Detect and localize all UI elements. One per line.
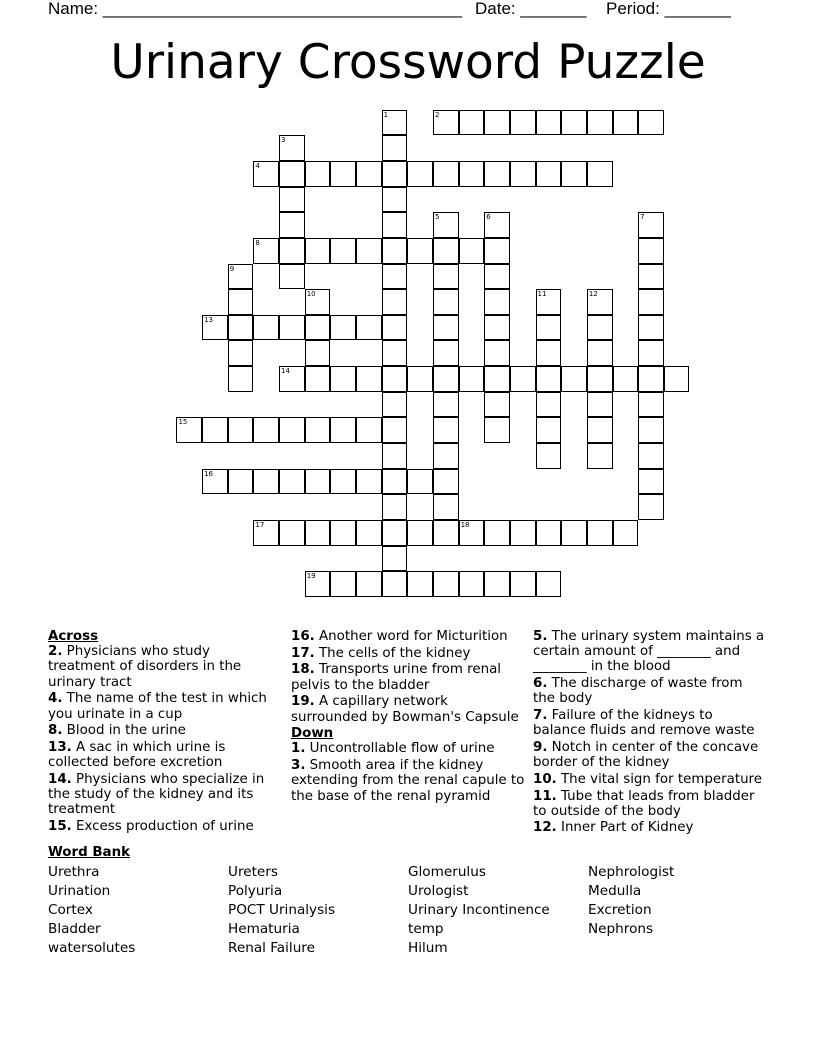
grid-cell[interactable] xyxy=(356,571,382,597)
grid-cell[interactable] xyxy=(305,315,331,341)
grid-cell[interactable] xyxy=(382,494,408,520)
clue-number: 6 xyxy=(486,213,491,222)
clue-item-number: 4. xyxy=(48,691,63,707)
clue-item-text: A sac in which urine is collected before excretion xyxy=(48,739,226,771)
clue-item xyxy=(48,740,280,770)
grid-cell[interactable] xyxy=(228,469,254,495)
clue-item-text: The cells of the kidney xyxy=(314,645,471,661)
clue-number: 15 xyxy=(178,418,188,427)
grid-cell[interactable] xyxy=(382,315,408,341)
grid-cell[interactable] xyxy=(433,571,459,597)
clue-item xyxy=(533,676,768,706)
clue-item xyxy=(48,644,280,690)
grid-cell[interactable] xyxy=(638,469,664,495)
clue-item-text: Notch in center of the concave border of the kidney xyxy=(533,739,759,771)
grid-cell[interactable] xyxy=(459,238,485,264)
clue-item-text: Physicians who study treatment of disorders in the urinary tract xyxy=(48,644,242,690)
grid-cell[interactable] xyxy=(433,417,459,443)
clue-item xyxy=(291,629,527,644)
clue-item-text: Excess production of urine xyxy=(71,818,254,834)
grid-cell[interactable] xyxy=(433,238,459,264)
word-bank-item: Hematuria xyxy=(228,921,300,937)
clue-item-number: 12. xyxy=(533,820,557,836)
grid-cell[interactable] xyxy=(279,187,305,213)
grid-cell[interactable] xyxy=(305,340,331,366)
word-bank-item: Urologist xyxy=(408,883,469,899)
word-bank-item: Nephrologist xyxy=(588,864,675,880)
clue-item-text: The name of the test in which you urinate in a cup xyxy=(48,691,267,722)
clue-number: 12 xyxy=(588,290,598,299)
grid-cell[interactable] xyxy=(613,366,639,392)
clue-number: 3 xyxy=(281,136,286,145)
grid-cell[interactable] xyxy=(305,238,331,264)
grid-cell[interactable] xyxy=(561,366,587,392)
clue-number: 11 xyxy=(537,290,547,299)
grid-cell[interactable] xyxy=(279,212,305,238)
grid-cell[interactable] xyxy=(459,520,485,546)
clue-item xyxy=(48,691,280,721)
grid-cell[interactable] xyxy=(382,392,408,418)
word-bank-item: Urethra xyxy=(48,864,100,880)
down-clue-list-continued xyxy=(533,629,768,836)
grid-cell[interactable] xyxy=(305,571,331,597)
grid-cell[interactable] xyxy=(510,110,536,136)
grid-cell[interactable] xyxy=(433,264,459,290)
grid-cell[interactable] xyxy=(510,366,536,392)
grid-cell[interactable] xyxy=(279,161,305,187)
grid-cell[interactable] xyxy=(382,135,408,161)
clue-item-text: The vital sign for temperature xyxy=(556,771,763,787)
clue-item-text: The discharge of waste from the body xyxy=(533,676,743,707)
clue-item-number: 16. xyxy=(291,629,315,644)
grid-cell[interactable] xyxy=(382,161,408,187)
clue-item-number: 6. xyxy=(533,676,548,692)
grid-cell[interactable] xyxy=(587,417,613,443)
clue-number: 16 xyxy=(204,469,214,478)
grid-cell[interactable] xyxy=(561,161,587,187)
grid-cell[interactable] xyxy=(279,315,305,341)
grid-cell[interactable] xyxy=(484,417,510,443)
clue-number: 14 xyxy=(281,367,290,376)
grid-cell[interactable] xyxy=(510,520,536,546)
grid-cell[interactable] xyxy=(202,315,228,341)
grid-cell[interactable] xyxy=(613,110,639,136)
word-bank-item: watersolutes xyxy=(48,940,136,956)
down-clue-list xyxy=(291,741,527,803)
page-title: Urinary Crossword Puzzle xyxy=(110,35,706,90)
grid-cell[interactable] xyxy=(536,289,562,315)
grid-cell[interactable] xyxy=(228,340,254,366)
grid-cell[interactable] xyxy=(587,366,613,392)
grid-cell[interactable] xyxy=(330,571,356,597)
clue-item-number: 15. xyxy=(48,818,72,834)
grid-cell[interactable] xyxy=(228,315,254,341)
clue-item xyxy=(533,789,768,819)
grid-cell[interactable] xyxy=(382,289,408,315)
grid-cell[interactable] xyxy=(587,110,613,136)
across-clue-list-continued xyxy=(291,629,527,725)
clue-item-text: The urinary system maintains a certain amount of ________ and ________ in the blood xyxy=(533,629,765,675)
clue-item xyxy=(291,646,527,661)
grid-cell[interactable] xyxy=(510,571,536,597)
grid-cell[interactable] xyxy=(536,110,562,136)
clue-item-text: Tube that leads from bladder to outside of the body xyxy=(533,788,755,819)
clue-item-number: 18. xyxy=(291,662,315,678)
clue-item-number: 14. xyxy=(48,771,72,787)
clue-number: 9 xyxy=(229,264,235,273)
grid-cell[interactable] xyxy=(228,417,254,443)
clue-number: 13 xyxy=(204,315,214,324)
grid-cell[interactable] xyxy=(330,469,356,495)
clue-item-text: Transports urine from renal pelvis to the bladder xyxy=(291,662,502,693)
grid-cell[interactable] xyxy=(202,469,228,495)
clue-item xyxy=(291,662,527,692)
grid-cell[interactable] xyxy=(382,212,408,238)
grid-cell[interactable] xyxy=(459,161,485,187)
clue-item xyxy=(533,820,768,835)
grid-cell[interactable] xyxy=(433,520,459,546)
grid-cell[interactable] xyxy=(484,571,510,597)
grid-cell[interactable] xyxy=(536,366,562,392)
clue-item-text: Smooth area if the kidney extending from the renal capule to the base of the renal pyramid xyxy=(291,758,525,804)
clue-item-number: 17. xyxy=(291,645,315,661)
clue-item xyxy=(533,740,768,770)
across-heading: Across xyxy=(48,629,99,644)
clue-item-number: 5. xyxy=(533,629,548,644)
grid-cell[interactable] xyxy=(382,238,408,264)
grid-cell[interactable] xyxy=(433,289,459,315)
grid-cell[interactable] xyxy=(382,571,408,597)
word-bank-item: Urinary Incontinence xyxy=(408,902,550,918)
clue-item xyxy=(48,772,280,818)
grid-cell[interactable] xyxy=(536,340,562,366)
clues-column-2 xyxy=(291,629,527,805)
grid-cell[interactable] xyxy=(638,340,664,366)
grid-cell[interactable] xyxy=(382,187,408,213)
grid-cell[interactable] xyxy=(305,161,331,187)
grid-cell[interactable] xyxy=(484,161,510,187)
grid-cell[interactable] xyxy=(407,571,433,597)
grid-cell[interactable] xyxy=(587,161,613,187)
grid-cell[interactable] xyxy=(433,110,459,136)
grid-cell[interactable] xyxy=(330,315,356,341)
grid-cell[interactable] xyxy=(638,443,664,469)
grid-cell[interactable] xyxy=(279,238,305,264)
word-bank-item: Polyuria xyxy=(228,883,283,899)
clue-item-text: Failure of the kidneys to balance fluids and remove waste xyxy=(533,708,755,739)
clue-item xyxy=(533,629,768,675)
grid-cell[interactable] xyxy=(253,238,279,264)
grid-cell[interactable] xyxy=(433,443,459,469)
clue-item-number: 3. xyxy=(291,758,306,774)
clues-column-3 xyxy=(533,629,768,837)
clue-number: 18 xyxy=(460,521,470,529)
grid-cell[interactable] xyxy=(202,417,228,443)
grid-cell[interactable] xyxy=(459,366,485,392)
word-bank-item: Bladder xyxy=(48,921,101,937)
grid-cell[interactable] xyxy=(433,494,459,520)
grid-cell[interactable] xyxy=(664,366,690,392)
word-bank-item: Excretion xyxy=(588,902,652,918)
grid-cell[interactable] xyxy=(382,546,408,572)
clue-item xyxy=(48,819,280,834)
grid-cell[interactable] xyxy=(228,264,254,290)
grid-cell[interactable] xyxy=(433,469,459,495)
grid-cell[interactable] xyxy=(253,161,279,187)
word-bank-heading: Word Bank xyxy=(48,845,131,860)
grid-cell[interactable] xyxy=(510,161,536,187)
clue-item-text: Physicians who specialize in the study of the kidney and its treatment xyxy=(48,771,265,818)
clue-item xyxy=(533,708,768,738)
grid-cell[interactable] xyxy=(382,110,408,136)
grid-cell[interactable] xyxy=(253,520,279,546)
grid-cell[interactable] xyxy=(484,238,510,264)
grid-cell[interactable] xyxy=(638,392,664,418)
clue-item-number: 9. xyxy=(533,739,548,755)
grid-cell[interactable] xyxy=(536,161,562,187)
grid-cell[interactable] xyxy=(356,520,382,546)
grid-cell[interactable] xyxy=(279,417,305,443)
grid-cell[interactable] xyxy=(253,315,279,341)
grid-cell[interactable] xyxy=(433,340,459,366)
grid-cell[interactable] xyxy=(382,520,408,546)
grid-cell[interactable] xyxy=(407,238,433,264)
grid-cell[interactable] xyxy=(228,366,254,392)
name-field-label[interactable]: Name: ______________________________________ xyxy=(48,0,463,18)
grid-cell[interactable] xyxy=(356,366,382,392)
grid-cell[interactable] xyxy=(382,340,408,366)
clue-number: 17 xyxy=(255,521,265,529)
grid-cell[interactable] xyxy=(382,264,408,290)
clue-number: 5 xyxy=(434,213,440,222)
grid-cell[interactable] xyxy=(330,238,356,264)
grid-cell[interactable] xyxy=(484,212,510,238)
clue-item xyxy=(291,758,527,804)
clue-item-number: 13. xyxy=(48,739,72,755)
clues-column-1 xyxy=(48,629,280,836)
grid-cell[interactable] xyxy=(356,417,382,443)
clue-number: 19 xyxy=(306,572,316,581)
grid-cell[interactable] xyxy=(484,315,510,341)
grid-cell[interactable] xyxy=(279,366,305,392)
grid-cell[interactable] xyxy=(536,443,562,469)
grid-cell[interactable] xyxy=(484,340,510,366)
grid-cell[interactable] xyxy=(587,289,613,315)
grid-cell[interactable] xyxy=(330,417,356,443)
grid-cell[interactable] xyxy=(536,520,562,546)
grid-cell[interactable] xyxy=(279,469,305,495)
grid-cell[interactable] xyxy=(356,315,382,341)
grid-cell[interactable] xyxy=(561,110,587,136)
grid-cell[interactable] xyxy=(561,520,587,546)
grid-cell[interactable] xyxy=(382,443,408,469)
word-bank-item: Ureters xyxy=(228,864,278,880)
clue-item-number: 10. xyxy=(533,771,557,787)
word-bank-item: Hilum xyxy=(408,940,448,956)
grid-cell[interactable] xyxy=(305,520,331,546)
word-bank-item: Urination xyxy=(48,883,111,899)
across-clue-list xyxy=(48,644,280,834)
grid-cell[interactable] xyxy=(536,417,562,443)
grid-cell[interactable] xyxy=(613,520,639,546)
down-heading: Down xyxy=(291,726,334,742)
clue-item-number: 8. xyxy=(48,723,63,739)
clue-number: 1 xyxy=(383,110,389,119)
grid-cell[interactable] xyxy=(536,392,562,418)
grid-cell[interactable] xyxy=(587,520,613,546)
grid-cell[interactable] xyxy=(433,392,459,418)
grid-cell[interactable] xyxy=(433,366,459,392)
grid-cell[interactable] xyxy=(484,366,510,392)
clue-item-text: A capillary network surrounded by Bowman's Capsule xyxy=(291,694,519,725)
grid-cell[interactable] xyxy=(536,315,562,341)
grid-cell[interactable] xyxy=(484,110,510,136)
grid-cell[interactable] xyxy=(382,417,408,443)
grid-cell[interactable] xyxy=(253,417,279,443)
grid-cell[interactable] xyxy=(638,315,664,341)
grid-cell[interactable] xyxy=(407,520,433,546)
clue-item-number: 11. xyxy=(533,788,557,804)
grid-cell[interactable] xyxy=(459,110,485,136)
grid-cell[interactable] xyxy=(433,161,459,187)
grid-cell[interactable] xyxy=(176,417,202,443)
clue-item xyxy=(291,741,527,756)
clue-number: 2 xyxy=(434,110,440,119)
grid-cell[interactable] xyxy=(484,264,510,290)
grid-cell[interactable] xyxy=(356,161,382,187)
clue-item-text: Another word for Micturition xyxy=(314,629,508,644)
word-bank-item: temp xyxy=(408,921,444,937)
grid-cell[interactable] xyxy=(305,469,331,495)
grid-cell[interactable] xyxy=(279,520,305,546)
clue-item-number: 7. xyxy=(533,708,548,724)
grid-cell[interactable] xyxy=(356,469,382,495)
clue-number: 8 xyxy=(255,238,260,247)
grid-cell[interactable] xyxy=(587,392,613,418)
clue-item-number: 19. xyxy=(291,694,315,710)
grid-cell[interactable] xyxy=(484,392,510,418)
word-bank-item: POCT Urinalysis xyxy=(228,902,336,918)
word-bank-item: Medulla xyxy=(588,883,642,899)
clue-item xyxy=(533,772,768,787)
clue-item-number: 2. xyxy=(48,644,63,660)
clue-item-number: 1. xyxy=(291,741,306,757)
grid-cell[interactable] xyxy=(638,417,664,443)
grid-cell[interactable] xyxy=(484,289,510,315)
grid-cell[interactable] xyxy=(305,366,331,392)
word-bank-item: Nephrons xyxy=(588,921,654,937)
grid-cell[interactable] xyxy=(305,417,331,443)
grid-cell[interactable] xyxy=(407,366,433,392)
grid-cell[interactable] xyxy=(305,289,331,315)
word-bank-item: Glomerulus xyxy=(408,864,486,880)
grid-cell[interactable] xyxy=(330,520,356,546)
clue-number: 4 xyxy=(255,161,260,170)
clue-item-text: Blood in the urine xyxy=(62,723,186,739)
grid-cell[interactable] xyxy=(330,366,356,392)
clue-number: 7 xyxy=(640,213,645,222)
grid-cell[interactable] xyxy=(638,264,664,290)
grid-cell[interactable] xyxy=(638,366,664,392)
grid-cell[interactable] xyxy=(253,469,279,495)
clue-item-text: Inner Part of Kidney xyxy=(556,820,694,836)
grid-cell[interactable] xyxy=(356,238,382,264)
grid-cell[interactable] xyxy=(638,110,664,136)
grid-cell[interactable] xyxy=(638,494,664,520)
grid-cell[interactable] xyxy=(484,520,510,546)
clue-item xyxy=(291,694,527,724)
grid-cell[interactable] xyxy=(279,135,305,161)
grid-cell[interactable] xyxy=(228,289,254,315)
grid-cell[interactable] xyxy=(330,161,356,187)
grid-cell[interactable] xyxy=(587,315,613,341)
grid-cell[interactable] xyxy=(587,443,613,469)
grid-cell[interactable] xyxy=(536,571,562,597)
grid-cell[interactable] xyxy=(638,289,664,315)
grid-cell[interactable] xyxy=(433,315,459,341)
grid-cell[interactable] xyxy=(407,161,433,187)
word-bank-item: Cortex xyxy=(48,902,93,918)
grid-cell[interactable] xyxy=(407,469,433,495)
grid-cell[interactable] xyxy=(587,340,613,366)
clue-item-text: Uncontrollable flow of urine xyxy=(305,741,495,757)
clue-number: 10 xyxy=(306,290,316,299)
date-field-label[interactable]: Date: _______ xyxy=(475,0,587,18)
word-bank-item: Renal Failure xyxy=(228,940,315,956)
period-field-label[interactable]: Period: _______ xyxy=(606,0,731,18)
grid-cell[interactable] xyxy=(279,264,305,290)
grid-cell[interactable] xyxy=(638,238,664,264)
clue-item xyxy=(48,723,280,738)
grid-cell[interactable] xyxy=(433,212,459,238)
grid-cell[interactable] xyxy=(459,571,485,597)
grid-cell[interactable] xyxy=(382,469,408,495)
grid-cell[interactable] xyxy=(382,366,408,392)
grid-cell[interactable] xyxy=(638,212,664,238)
